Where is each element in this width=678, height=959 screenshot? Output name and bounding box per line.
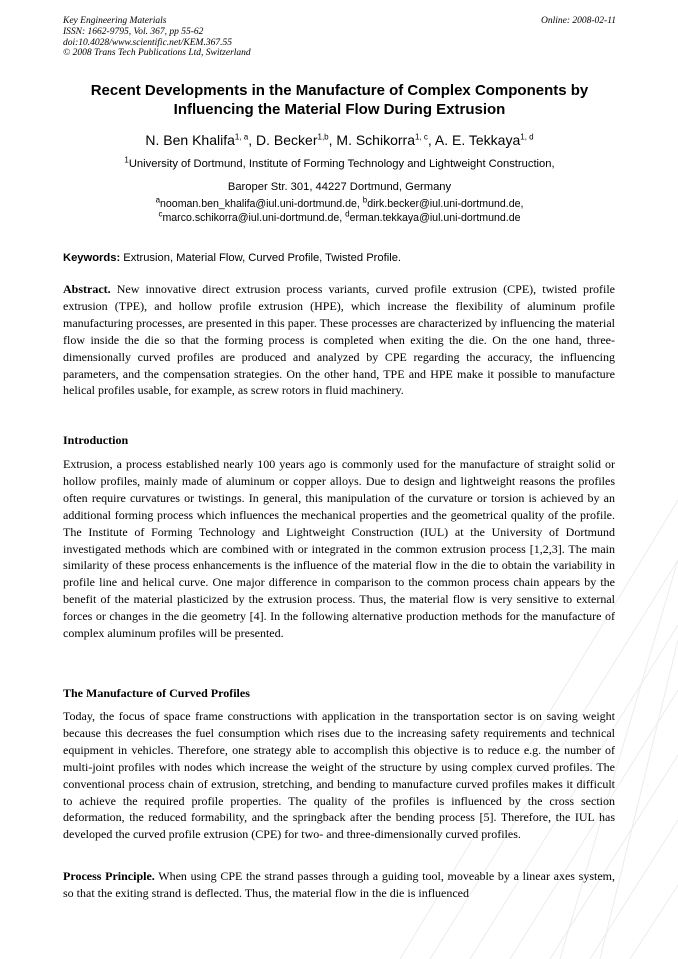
section-heading-curved-profiles: The Manufacture of Curved Profiles bbox=[63, 686, 250, 700]
keywords-text: Extrusion, Material Flow, Curved Profile, Twisted Profile. bbox=[120, 252, 402, 264]
author-name: , D. Becker bbox=[248, 132, 318, 148]
online-date: Online: 2008-02-11 bbox=[540, 16, 616, 26]
abstract bbox=[63, 281, 615, 399]
process-principle-paragraph bbox=[63, 868, 615, 902]
author-name: , A. E. Tekkaya bbox=[427, 132, 521, 148]
curved-profiles-paragraph: Today, the focus of space frame constructions with application in the transportation sector is on saving weight because this decreases the fuel consumption which rises due to the increasing safety requirements and technical equipment in vehicles. Therefore, one strategy able to accomplish this objective is to reduce e.g. the number of multi-joint profiles with nodes which increase the weight of the structure by using complex curved profiles. The conventional process chain of extrusion, stretching, and bending to manufacture curved profiles makes it difficult to achieve the required profile properties. The quality of the profiles is influenced by the cross section deformation, the reduced formability, and the springback after the bending process [5]. Therefore, the IUL has developed the curved profile extrusion (CPE) for two- and three-dimensionally curved profiles. bbox=[63, 709, 615, 842]
affiliation-line-1 bbox=[63, 157, 616, 171]
affiliation-text: University of Dortmund, Institute of Forming Technology and Lightweight Construction, bbox=[128, 158, 555, 170]
keywords-label: Keywords: bbox=[63, 252, 121, 264]
author-list bbox=[63, 131, 616, 149]
email-link[interactable]: marco.schikorra@iul.uni-dortmund.de, bbox=[162, 211, 346, 224]
author-affiliation-marker: 1, c bbox=[414, 132, 428, 142]
author-affiliation-marker: 1,b bbox=[317, 132, 329, 142]
issn-line: ISSN: 1662-9795, Vol. 367, pp 55-62 bbox=[63, 26, 204, 37]
section-heading-introduction: Introduction bbox=[63, 433, 129, 447]
process-principle-text: When using CPE the strand passes through a guiding tool, moveable by a linear axes system, so that the exiting strand is deflected. Thus, the material flow in the die is influenced bbox=[63, 869, 615, 900]
email-link[interactable]: erman.tekkaya@iul.uni-dortmund.de bbox=[349, 211, 521, 224]
email-line-1 bbox=[63, 195, 616, 212]
email-link[interactable]: dirk.becker@iul.uni-dortmund.de, bbox=[367, 198, 524, 210]
copyright-line: © 2008 Trans Tech Publications Ltd, Switzerland bbox=[63, 48, 251, 59]
email-marker: b bbox=[362, 195, 368, 205]
author-name: N. Ben Khalifa bbox=[145, 132, 235, 148]
title-line-1: Recent Developments in the Manufacture of Complex Components by bbox=[90, 82, 589, 99]
author-name: , M. Schikorra bbox=[328, 132, 415, 148]
keywords bbox=[63, 251, 616, 265]
abstract-text: New innovative direct extrusion process variants, curved profile extrusion (CPE), twisted profile extrusion (TPE), and hollow profile extrusion (HPE), which increase the flexibility of aluminum profile manufacturing processes, are presented in this paper. These processes are characterized by influencing the material flow inside the die so that the forming process is completed when exiting the die. On the one hand, three-dimensionally curved profiles are produced and analyzed by CPE regarding the accuracy, the influencing parameters, and the compensation strategies. On the other hand, TPE and HPE make it possible to manufacture helical profiles usable, for example, as screw rotors in fluid machinery. bbox=[63, 282, 615, 398]
affiliation-line-2: Baroper Str. 301, 44227 Dortmund, Germany bbox=[227, 181, 452, 193]
email-marker: d bbox=[345, 208, 350, 218]
journal-name: Key Engineering Materials bbox=[63, 16, 167, 26]
process-principle-label: Process Principle. bbox=[63, 869, 155, 883]
abstract-label: Abstract. bbox=[63, 282, 111, 296]
email-line-2 bbox=[63, 208, 616, 226]
journal-header bbox=[63, 16, 616, 59]
introduction-paragraph: Extrusion, a process established nearly 100 years ago is commonly used for the manufacture of straight solid or hollow profiles, mainly made of aluminum or copper alloys. Due to design and lightweight reasons the profiles often require curvatures or twistings. In general, this manipulation of the curvature or torsion is achieved by an additional forming process which influences the mechanical properties and the geometrical quality of the profile. The Institute of Forming Technology and Lightweight Construction (IUL) at the University of Dortmund investigated methods which are combined with or integrated in the common extrusion process [1,2,3]. The main similarity of these process enhancements is the influence of the material flow in the die to obtain the variability in profile line and helical curve. One major difference in comparison to the common process chain appears by the benefit of the material plasticized by the extrusion process. Thus, the material flow is very sensitive to external forces or changes in the die geometry [4]. In the following alternative production methods for the manufacture of complex aluminum profiles will be presented. bbox=[63, 457, 615, 641]
title-line-2: Influencing the Material Flow During Extrusion bbox=[173, 101, 506, 118]
author-affiliation-marker: 1, d bbox=[520, 132, 534, 142]
email-marker: a bbox=[155, 195, 161, 205]
email-link[interactable]: nooman.ben_khalifa@iul.uni-dortmund.de, bbox=[160, 198, 363, 210]
doi-line: doi:10.4028/www.scientific.net/KEM.367.55 bbox=[63, 37, 232, 48]
paper-title bbox=[63, 81, 616, 119]
affiliation-marker: 1 bbox=[124, 155, 129, 165]
author-emails bbox=[63, 195, 616, 225]
email-marker: c bbox=[158, 208, 163, 218]
author-affiliation-marker: 1, a bbox=[234, 132, 249, 142]
